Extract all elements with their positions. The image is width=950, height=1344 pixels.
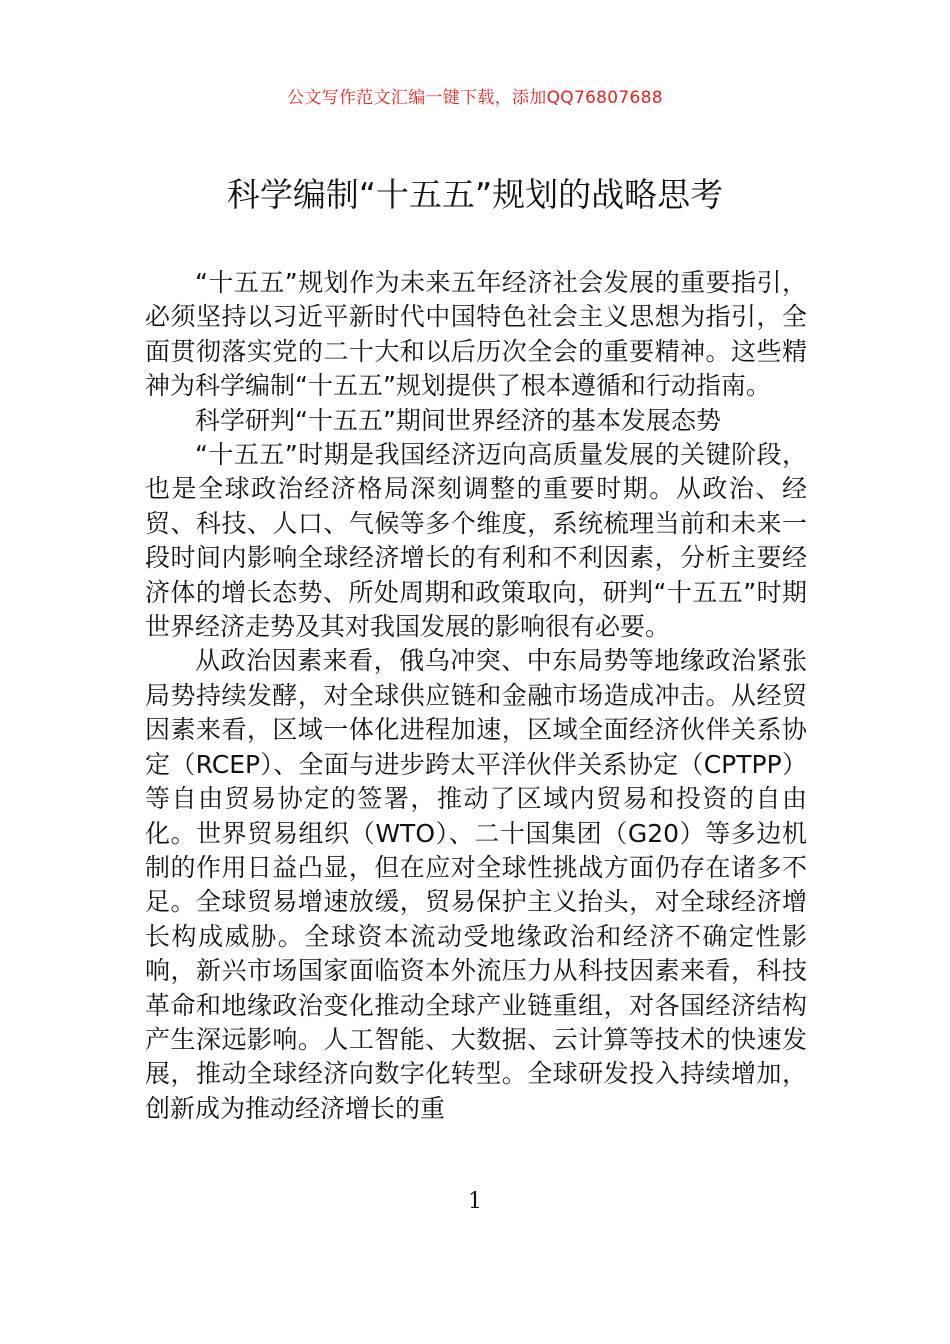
section-heading: 科学研判“十五五”期间世界经济的基本发展态势	[195, 405, 721, 435]
paragraph-intro: “十五五”规划作为未来五年经济社会发展的重要指引，必须坚持以习近平新时代中国特色社会主义思想为指引，全面贯彻落实党的二十大和以后历次全会的重要精神。这些精神为科学编制“十五五”规划提供了根本遵循和行动指南。	[145, 268, 807, 401]
download-notice: 公文写作范文汇编一键下载，添加QQ76807688	[287, 88, 663, 108]
document-title: 科学编制“十五五”规划的战略思考	[226, 175, 724, 214]
page-number: 1	[468, 1189, 482, 1214]
document-body	[145, 266, 807, 1126]
paragraph-factors: 从政治因素来看，俄乌冲突、中东局势等地缘政治紧张局势持续发酵，对全球供应链和金融市场造成冲击。从经贸因素来看，区域一体化进程加速，区域全面经济伙伴关系协定（RCEP）、全面与进步跨太平洋伙伴关系协定（CPTPP）等自由贸易协定的签署，推动了区域内贸易和投资的自由化。世界贸易组织（WTO）、二十国集团（G20）等多边机制的作用日益凸显，但在应对全球性挑战方面仍存在诸多不足。全球贸易增速放缓，贸易保护主义抬头，对全球经济增长构成威胁。全球资本流动受地缘政治和经济不确定性影响，新兴市场国家面临资本外流压力从科技因素来看，科技革命和地缘政治变化推动全球产业链重组，对各国经济结构产生深远影响。人工智能、大数据、云计算等技术的快速发展，推动全球经济向数字化转型。全球研发投入持续增加，创新成为推动经济增长的重	[145, 646, 807, 1123]
paragraph-overview: “十五五”时期是我国经济迈向高质量发展的关键阶段，也是全球政治经济格局深刻调整的重要时期。从政治、经贸、科技、人口、气候等多个维度，系统梳理当前和未来一段时间内影响全球经济增长的有利和不利因素，分析主要经济体的增长态势、所处周期和政策取向，研判“十五五”时期世界经济走势及其对我国发展的影响很有必要。	[145, 440, 807, 642]
